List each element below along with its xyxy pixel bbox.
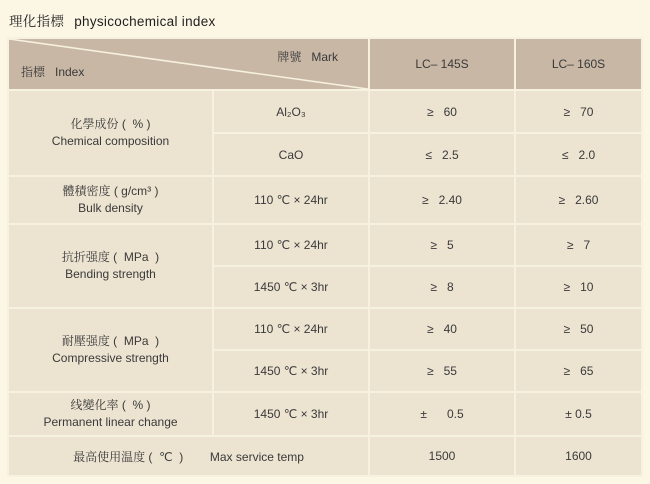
group-label-chemical-composition [9, 91, 212, 175]
group-label-zh: 體積密度 ( g/cm³ ) [62, 184, 159, 198]
condition-cell: 110 ℃ × 24hr [214, 225, 368, 265]
value-cell: ≤ 2.0 [516, 134, 641, 175]
value-cell: ≥ 5 [370, 225, 514, 265]
group-label-compressive-strength [9, 309, 212, 391]
corner-cell [9, 39, 368, 89]
group-label-zh: 抗折强度 ( MPa ) [61, 250, 160, 264]
value-cell: ± 0.5 [370, 393, 514, 435]
corner-index-label: 指標 Index [21, 65, 85, 79]
group-label-en: Compressive strength [52, 351, 169, 365]
group-label-zh: 线變化率 ( % ) [70, 398, 151, 412]
group-label-bending-strength [9, 225, 212, 307]
column-header-lc145s: LC– 145S [370, 39, 514, 89]
value-cell: ≥ 50 [516, 309, 641, 349]
value-cell: ≥ 8 [370, 267, 514, 307]
value-cell: ≥ 40 [370, 309, 514, 349]
value-cell: ≥ 65 [516, 351, 641, 391]
page-title-zh: 理化指標 [9, 14, 65, 29]
footer-label-max-service-temp: 最高使用温度 ( ℃ ) Max service temp [9, 437, 368, 475]
spec-table [7, 37, 643, 477]
condition-cell: CaO [214, 134, 368, 175]
value-cell: ≥ 7 [516, 225, 641, 265]
value-cell: ≥ 10 [516, 267, 641, 307]
group-label-en: Chemical composition [51, 134, 170, 148]
value-cell: ≥ 2.60 [516, 177, 641, 223]
value-cell: ≥ 60 [370, 91, 514, 132]
page-title [0, 0, 650, 37]
column-header-lc160s: LC– 160S [516, 39, 641, 89]
page-title-en: physicochemical index [74, 14, 216, 29]
group-label-permanent-linear-change [9, 393, 212, 435]
condition-cell: Al₂O₃ [214, 91, 368, 132]
group-label-en: Bulk density [78, 201, 143, 215]
footer-value-cell: 1500 [370, 437, 514, 475]
condition-cell: 1450 ℃ × 3hr [214, 393, 368, 435]
value-cell: ≤ 2.5 [370, 134, 514, 175]
group-label-zh: 耐壓强度 ( MPa ) [61, 334, 160, 348]
value-cell: ≥ 55 [370, 351, 514, 391]
corner-mark-label: 牌號 Mark [277, 50, 338, 64]
condition-cell: 1450 ℃ × 3hr [214, 351, 368, 391]
group-label-en: Bending strength [65, 267, 156, 281]
group-label-bulk-density [9, 177, 212, 223]
value-cell: ≥ 2.40 [370, 177, 514, 223]
footer-value-cell: 1600 [516, 437, 641, 475]
value-cell: ≥ 70 [516, 91, 641, 132]
condition-cell: 110 ℃ × 24hr [214, 309, 368, 349]
group-label-en: Permanent linear change [43, 415, 178, 429]
condition-cell: 110 ℃ × 24hr [214, 177, 368, 223]
condition-cell: 1450 ℃ × 3hr [214, 267, 368, 307]
group-label-zh: 化學成份 ( % ) [70, 117, 151, 131]
value-cell: ± 0.5 [516, 393, 641, 435]
